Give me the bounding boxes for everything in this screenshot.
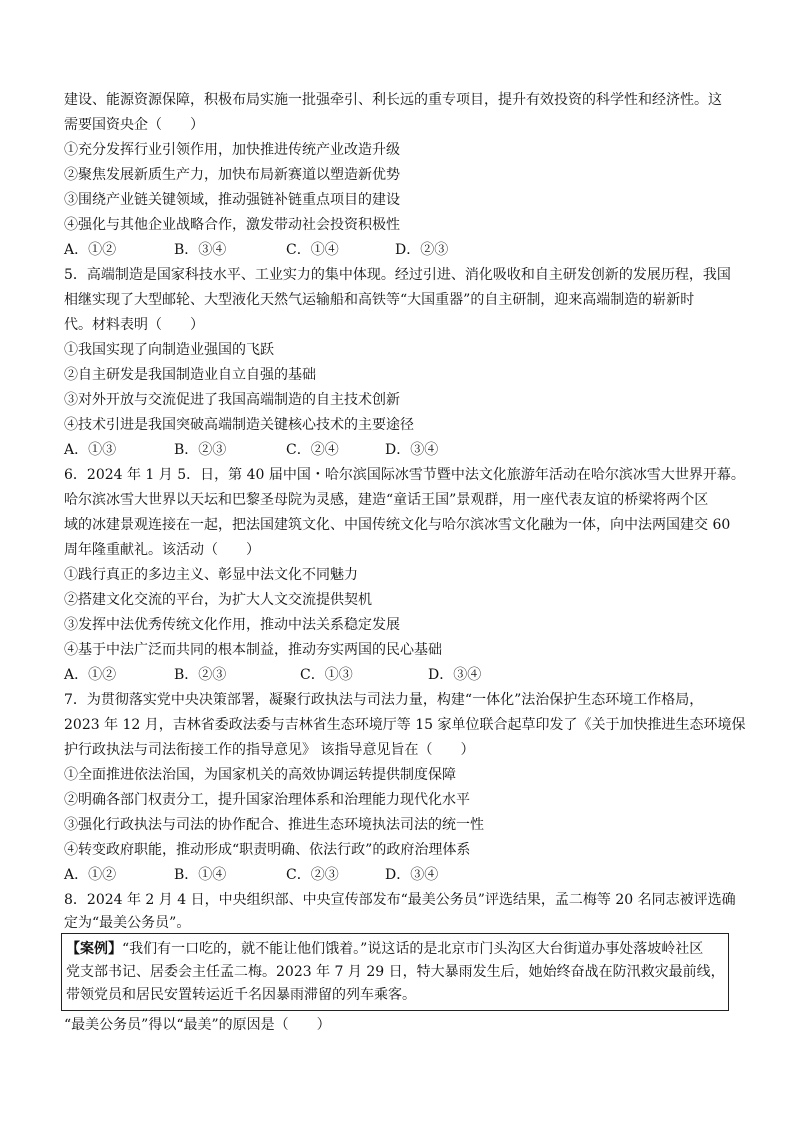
q5-option-a[interactable]: A．①③	[64, 442, 117, 458]
q5-option-c[interactable]: C．②④	[286, 442, 339, 458]
q4-item: ②聚焦发展新质生产力，加快布局新赛道以塑造新优势	[64, 167, 400, 183]
q6-item: ③发挥中法优秀传统文化作用，推动中法关系稳定发展	[64, 617, 400, 633]
q6-option-c[interactable]: C．①③	[300, 667, 353, 683]
q4-option-a[interactable]: A．①②	[64, 242, 117, 258]
q5-item: ④技术引进是我国突破高端制造关键核心技术的主要途径	[64, 417, 414, 433]
q5-option-d[interactable]: D．③④	[385, 442, 439, 458]
q4-item: ④强化与其他企业战略合作，激发带动社会投资积极性	[64, 217, 400, 233]
case-line: 党支部书记、居委会主任孟二梅。2023 年 7 月 29 日，特大暴雨发生后，她始终奋战在防汛救灾最前线，	[66, 964, 725, 980]
q5-stem-line: 代。材料表明（ ）	[64, 317, 204, 333]
q5-stem-line: 5．高端制造是国家科技水平、工业实力的集中体现。经过引进、消化吸收和自主研发创新的发展历程，我国	[64, 267, 731, 283]
q6-item: ①践行真正的多边主义、彰显中法文化不同魅力	[64, 567, 358, 583]
q5-option-b[interactable]: B．②③	[174, 442, 227, 458]
q7-item: ④转变政府职能，推动形成“职责明确、依法行政”的政府治理体系	[64, 842, 471, 858]
q8-question: “最美公务员”得以“最美”的原因是（ ）	[64, 1017, 331, 1033]
case-line: 带领党员和居民安置转运近千名因暴雨滞留的列车乘客。	[66, 987, 416, 1003]
q6-stem-line: 6．2024 年 1 月 5．日，第 40 届中国・哈尔滨国际冰雪节暨中法文化旅游年活动在哈尔滨冰雪大世界开幕。	[64, 467, 745, 483]
case-line	[66, 940, 703, 958]
q6-option-b[interactable]: B．②③	[174, 667, 227, 683]
case-text: “我们有一口吃的，就不能让他们饿着。”说这话的是北京市门头沟区大台街道办事处落坡岭社区	[122, 941, 704, 957]
q7-option-c[interactable]: C．②③	[286, 867, 339, 883]
q7-item: ③强化行政执法与司法的协作配合、推进生态环境执法司法的统一性	[64, 817, 484, 833]
q6-stem-line: 域的冰建景观连接在一起，把法国建筑文化、中国传统文化与哈尔滨冰雪文化融为一体，向中法两国建交 60	[64, 517, 731, 533]
q4-stem-line: 需要国资央企（ ）	[64, 117, 204, 133]
q5-item: ①我国实现了向制造业强国的飞跃	[64, 342, 274, 358]
q7-stem-line: 2023 年 12 月，吉林省委政法委与吉林省生态环境厅等 15 家单位联合起草印发了《关于加快推进生态环境保	[64, 717, 746, 733]
q8-stem-line: 8．2024 年 2 月 4 日，中央组织部、中央宣传部发布“最美公务员”评选结果，孟二梅等 20 名同志被评选确	[64, 892, 736, 908]
q6-item: ④基于中法广泛而共同的根本制益，推动夯实两国的民心基础	[64, 642, 442, 658]
q6-stem-line: 哈尔滨冰雪大世界以天坛和巴黎圣母院为灵感，建造“童话王国”景观群，用一座代表友谊的桥梁将两个区	[64, 492, 709, 508]
case-tag: 【案例】	[66, 941, 122, 957]
q5-item: ③对外开放与交流促进了我国高端制造的自主技术创新	[64, 392, 400, 408]
q5-item: ②自主研发是我国制造业自立自强的基础	[64, 367, 316, 383]
q6-stem-line: 周年隆重献礼。该活动（ ）	[64, 542, 260, 558]
q4-option-c[interactable]: C．①④	[286, 242, 339, 258]
q4-item: ③围绕产业链关键领域，推动强链补链重点项目的建设	[64, 192, 400, 208]
q4-item: ①充分发挥行业引领作用，加快推进传统产业改造升级	[64, 142, 400, 158]
q4-option-b[interactable]: B．③④	[174, 242, 227, 258]
q4-stem-line: 建设、能源资源保障，积极布局实施一批强牵引、利长远的重专项目，提升有效投资的科学性和经济性。这	[64, 92, 722, 108]
q6-item: ②搭建文化交流的平台，为扩大人文交流提供契机	[64, 592, 372, 608]
q6-option-a[interactable]: A．①②	[64, 667, 117, 683]
q7-item: ①全面推进依法治国，为国家机关的高效协调运转提供制度保障	[64, 767, 456, 783]
q4-option-d[interactable]: D．②③	[395, 242, 449, 258]
q7-option-b[interactable]: B．①④	[174, 867, 227, 883]
q7-option-a[interactable]: A．①②	[64, 867, 117, 883]
q5-stem-line: 相继实现了大型邮轮、大型液化天然气运输船和高铁等“大国重器”的自主研制，迎来高端制造的崭新时	[64, 292, 695, 308]
q7-stem-line: 7．为贯彻落实党中央决策部署，凝聚行政执法与司法力量，构建“一体化”法治保护生态环境工作格局，	[64, 692, 704, 708]
q7-item: ②明确各部门权责分工，提升国家治理体系和治理能力现代化水平	[64, 792, 470, 808]
q7-option-d[interactable]: D．③④	[385, 867, 439, 883]
q6-option-d[interactable]: D．③④	[428, 667, 482, 683]
q8-stem-line: 定为“最美公务员”。	[64, 915, 191, 931]
q7-stem-line: 护行政执法与司法衔接工作的指导意见》 该指导意见旨在（ ）	[64, 742, 475, 758]
